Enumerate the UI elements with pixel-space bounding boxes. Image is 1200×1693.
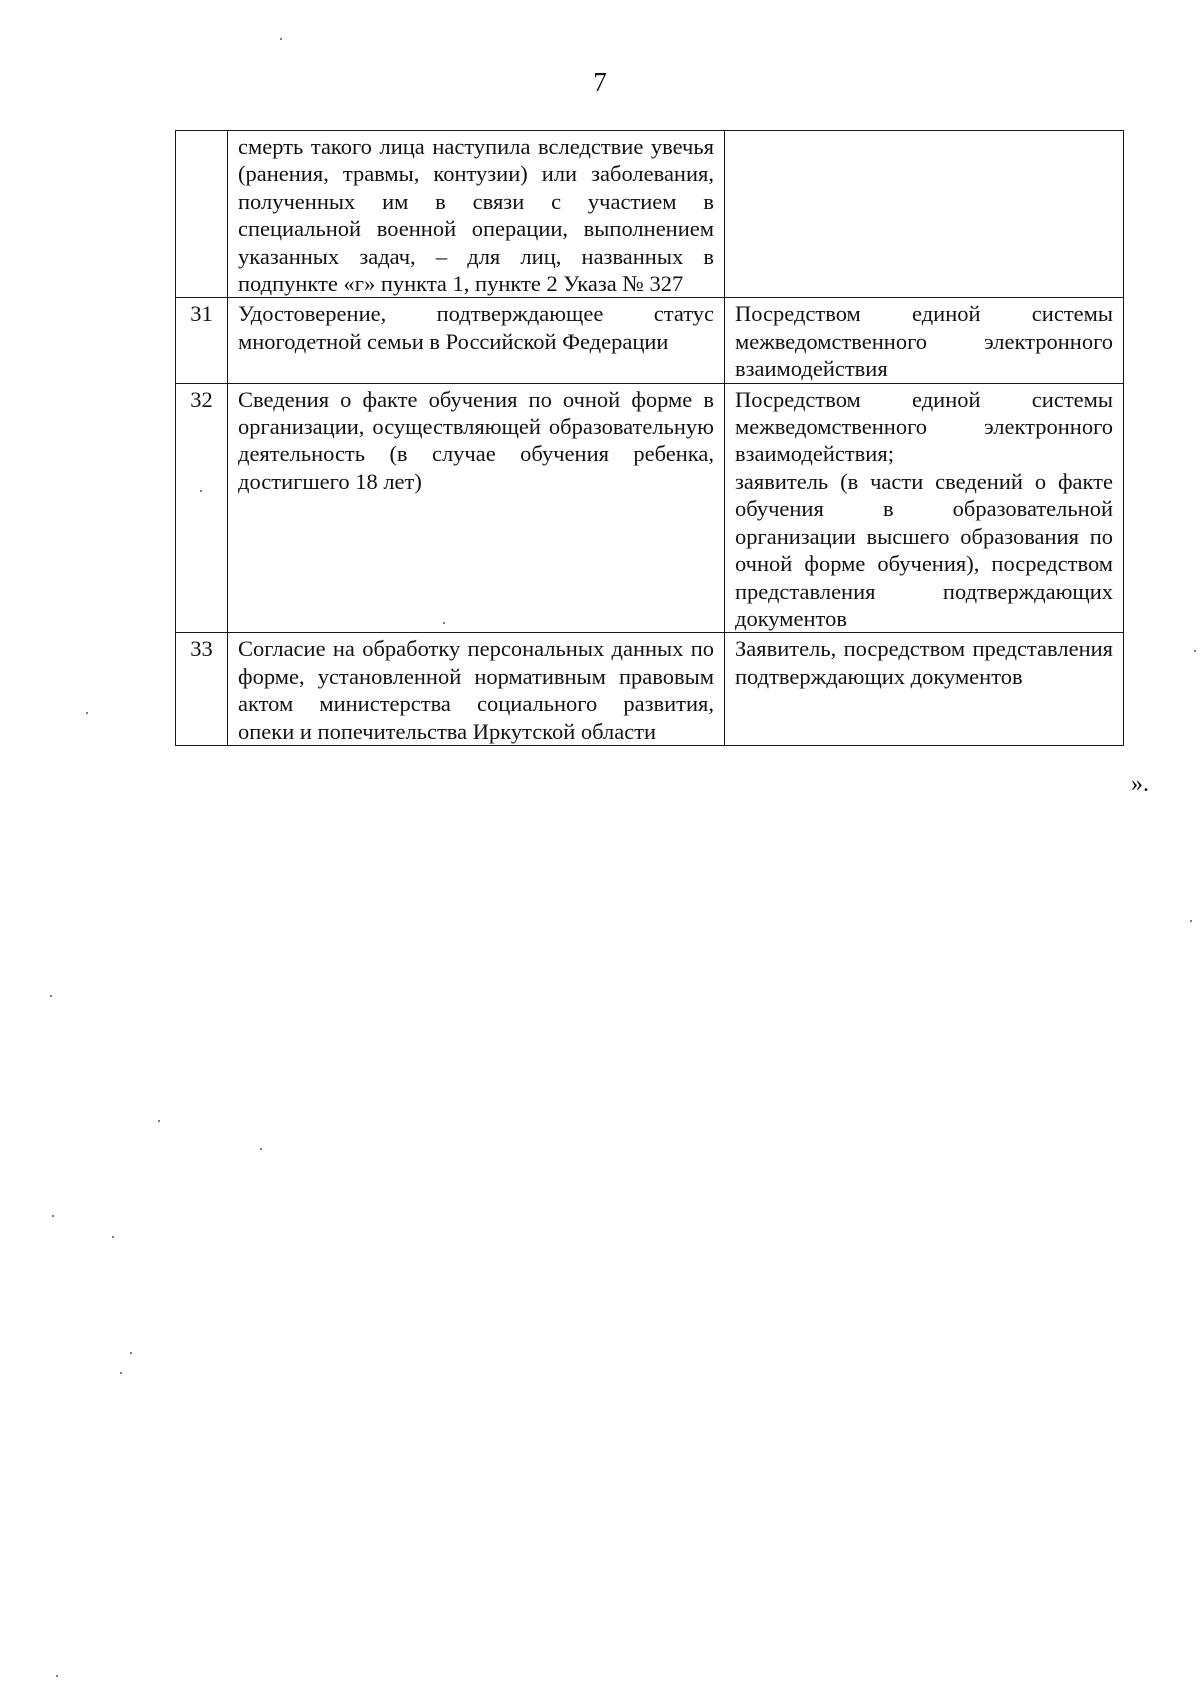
row-number [176,131,228,298]
scan-speck [50,995,52,997]
documents-table [175,130,1124,746]
scan-speck [158,1120,160,1122]
method-cell [725,383,1124,633]
closing-quote: ». [1131,771,1149,797]
document-cell: Сведения о факте обучения по очной форме в организации, осуществляющей образовательную деятельность (в случае обучения ребенка, достигшего 18 лет) [228,383,725,633]
scan-speck [1194,650,1196,652]
method-cell: Посредством единой системы межведомственного электронного взаимодействия [725,298,1124,383]
scan-speck [1190,920,1192,922]
scan-speck [260,1148,262,1150]
scan-speck [52,1215,54,1217]
document-cell: смерть такого лица наступила вследствие увечья (ранения, травмы, контузии) или заболевания, полученных им в связи с участием в специальной военной операции, выполнением указанных задач, – для лиц, названных в подпункте «г» пункта 1, пункте 2 Указа № 327 [228,131,725,298]
scan-speck [443,622,445,624]
scan-speck [120,1372,122,1374]
scan-speck [200,490,202,492]
table-row [176,383,1124,633]
method-cell: Заявитель, посредством представления подтверждающих документов [725,633,1124,746]
scan-speck [56,1675,58,1677]
scan-speck [280,38,282,40]
method-cell [725,131,1124,298]
table-row [176,131,1124,298]
document-cell: Удостоверение, подтверждающее статус многодетной семьи в Российской Федерации [228,298,725,383]
row-number: 32 [176,383,228,633]
document-cell: Согласие на обработку персональных данных по форме, установленной нормативным правовым актом министерства социального развития, опеки и попечительства Иркутской области [228,633,725,746]
table-row [176,633,1124,746]
row-number: 31 [176,298,228,383]
method-paragraph: Посредством единой системы межведомственного электронного взаимодействия; [735,386,1113,467]
row-number: 33 [176,633,228,746]
table-row [176,298,1124,383]
scan-speck [112,1236,114,1238]
method-paragraph-extra: заявитель (в части сведений о факте обучения в образовательной организации высшего образования по очной форме обучения), посредством представления подтверждающих документов [735,468,1113,631]
scan-speck [130,1352,132,1354]
scan-speck [86,712,88,714]
page-number: 7 [593,67,607,97]
